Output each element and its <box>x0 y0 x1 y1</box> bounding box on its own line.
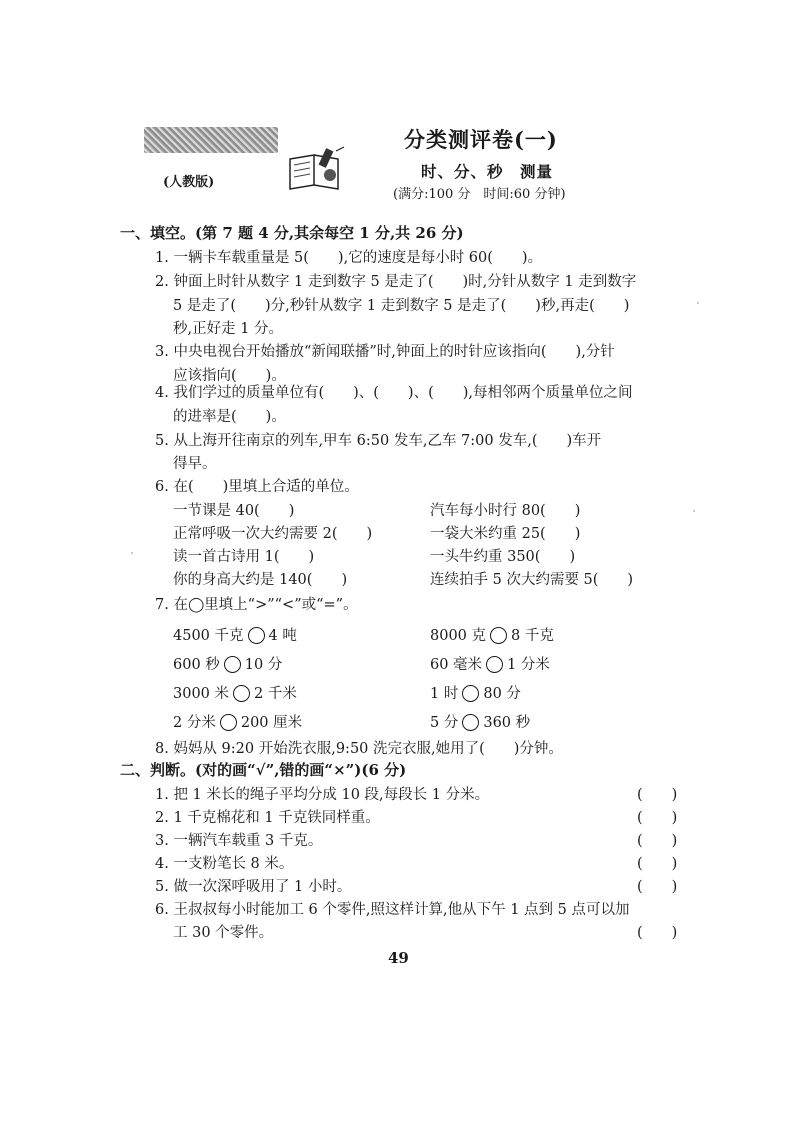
q7-comparison <box>430 624 554 645</box>
q6-item: 正常呼吸一次大约需要 2( ) <box>173 526 373 542</box>
q7-right-value: 8 千克 <box>511 628 554 644</box>
judge-item-cont: 工 30 个零件。 <box>173 925 274 941</box>
q7-left-value: 60 毫米 <box>430 657 483 673</box>
q7-comparison <box>430 682 521 703</box>
answer-circle[interactable] <box>224 656 241 673</box>
header-decoration-block <box>144 127 278 153</box>
question-6: 6. 在( )里填上合适的单位。 <box>155 479 359 495</box>
q7-comparison <box>173 653 282 674</box>
edition-label: (人教版) <box>163 175 215 190</box>
q7-right-value: 4 吨 <box>268 628 297 644</box>
q7-left-value: 1 时 <box>430 686 459 702</box>
answer-paren[interactable]: ( ) <box>637 925 678 941</box>
judge-item: 2. 1 千克棉花和 1 千克铁同样重。 <box>155 810 380 826</box>
q7-left-value: 8000 克 <box>430 628 487 644</box>
section2-heading: 二、判断。(对的画“√”,错的画“×”)(6 分) <box>120 761 407 779</box>
q7-left-value: 5 分 <box>430 715 459 731</box>
question-2-line2: 5 是走了( )分,秒针从数字 1 走到数字 5 是走了( )秒,再走( ) <box>173 298 630 314</box>
q6-item: 汽车每小时行 80( ) <box>430 503 581 519</box>
answer-paren[interactable]: ( ) <box>637 810 678 826</box>
judge-item: 1. 把 1 米长的绳子平均分成 10 段,每段长 1 分米。 <box>155 787 490 803</box>
question-4-line2: 的进率是( )。 <box>173 409 286 425</box>
q6-item: 连续拍手 5 次大约需要 5( ) <box>430 572 634 588</box>
answer-circle[interactable] <box>248 627 265 644</box>
answer-circle[interactable] <box>220 714 237 731</box>
q7-right-value: 10 分 <box>244 657 283 673</box>
question-3-line2: 应该指向( )。 <box>173 368 286 384</box>
q7-right-value: 360 秒 <box>483 715 531 731</box>
q7-right-value: 2 千米 <box>254 686 297 702</box>
question-5-line1: 5. 从上海开往南京的列车,甲车 6:50 发车,乙车 7:00 发车,( )车开 <box>155 433 602 449</box>
answer-circle[interactable] <box>462 714 479 731</box>
answer-circle[interactable] <box>486 656 503 673</box>
question-1: 1. 一辆卡车载重量是 5( ),它的速度是每小时 60( )。 <box>155 250 543 266</box>
q6-item: 你的身高大约是 140( ) <box>173 572 348 588</box>
question-3-line1: 3. 中央电视台开始播放“新闻联播”时,钟面上的时针应该指向( ),分针 <box>155 344 615 360</box>
q7-comparison <box>430 653 550 674</box>
q6-item: 一头牛约重 350( ) <box>430 549 576 565</box>
question-5-line2: 得早。 <box>173 456 217 472</box>
question-7: 7. 在◯里填上“>”“<”或“=”。 <box>155 597 358 613</box>
page-subtitle: 时、分、秒 测量 <box>421 162 554 181</box>
judge-item: 6. 王叔叔每小时能加工 6 个零件,照这样计算,他从下午 1 点到 5 点可以加 <box>155 902 630 918</box>
q7-comparison <box>173 711 302 732</box>
scan-speck <box>697 302 699 304</box>
answer-circle[interactable] <box>462 685 479 702</box>
book-microscope-icon <box>284 145 350 191</box>
scan-speck <box>131 552 133 554</box>
q7-comparison <box>173 682 297 703</box>
answer-paren[interactable]: ( ) <box>637 787 678 803</box>
q7-left-value: 4500 千克 <box>173 628 244 644</box>
question-2-line1: 2. 钟面上时针从数字 1 走到数字 5 是走了( )时,分针从数字 1 走到数字 <box>155 274 637 290</box>
scan-speck <box>693 510 695 512</box>
question-4-line1: 4. 我们学过的质量单位有( )、( )、( ),每相邻两个质量单位之间 <box>155 385 633 401</box>
answer-paren[interactable]: ( ) <box>637 856 678 872</box>
question-2-line3: 秒,正好走 1 分。 <box>173 321 284 337</box>
judge-item: 3. 一辆汽车载重 3 千克。 <box>155 833 323 849</box>
q7-left-value: 3000 米 <box>173 686 230 702</box>
q7-left-value: 600 秒 <box>173 657 220 673</box>
section1-heading: 一、填空。(第 7 题 4 分,其余每空 1 分,共 26 分) <box>120 224 464 242</box>
q7-right-value: 200 厘米 <box>240 715 303 731</box>
judge-item: 5. 做一次深呼吸用了 1 小时。 <box>155 879 352 895</box>
q7-right-value: 80 分 <box>483 686 521 702</box>
page-number: 49 <box>388 949 409 967</box>
q7-right-value: 1 分米 <box>507 657 550 673</box>
q7-left-value: 2 分米 <box>173 715 216 731</box>
score-time-limits: (满分:100 分 时间:60 分钟) <box>393 187 566 202</box>
page-title: 分类测评卷(一) <box>404 127 558 152</box>
q7-comparison <box>173 624 297 645</box>
answer-paren[interactable]: ( ) <box>637 833 678 849</box>
judge-item: 4. 一支粉笔长 8 米。 <box>155 856 294 872</box>
q6-item: 读一首古诗用 1( ) <box>173 549 315 565</box>
q7-comparison <box>430 711 530 732</box>
answer-circle[interactable] <box>233 685 250 702</box>
question-8: 8. 妈妈从 9:20 开始洗衣服,9:50 洗完衣服,她用了( )分钟。 <box>155 741 563 757</box>
q6-item: 一袋大米约重 25( ) <box>430 526 581 542</box>
q6-item: 一节课是 40( ) <box>173 503 295 519</box>
answer-paren[interactable]: ( ) <box>637 879 678 895</box>
answer-circle[interactable] <box>490 627 507 644</box>
